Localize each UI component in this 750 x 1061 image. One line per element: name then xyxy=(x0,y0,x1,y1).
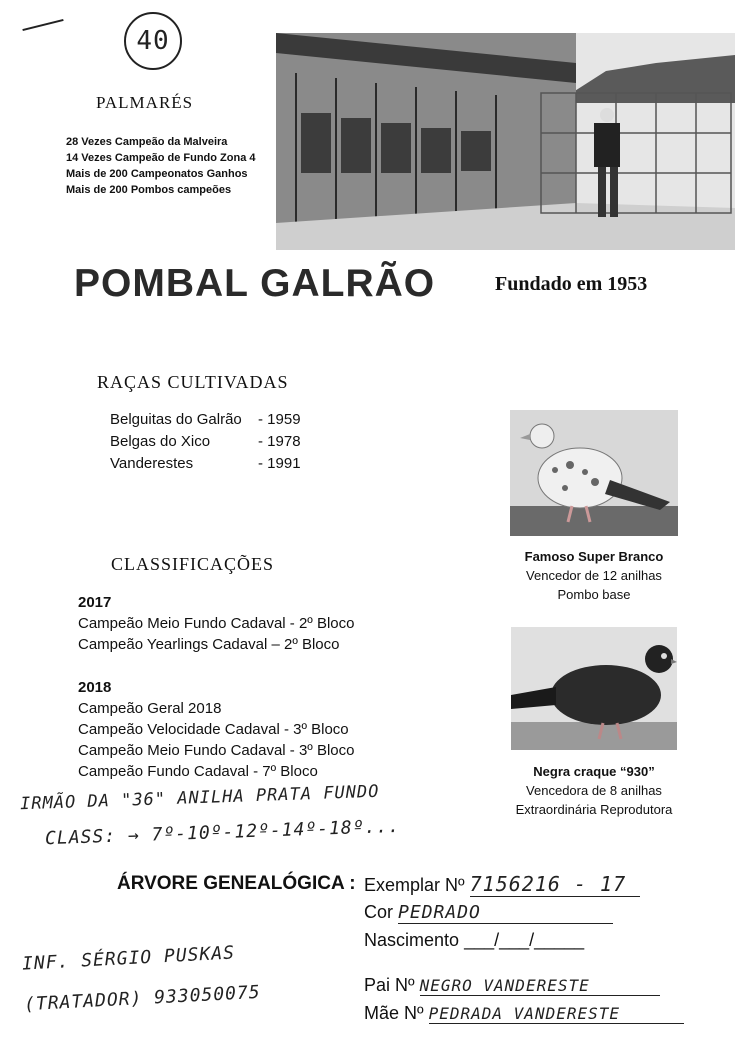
founded-text: Fundado em 1953 xyxy=(495,273,648,295)
year-2018: 2018 xyxy=(78,679,112,696)
pigeon2-line1: Vencedora de 8 anilhas xyxy=(526,783,662,798)
pai-row xyxy=(364,975,660,996)
genealogia-heading: ÁRVORE GENEALÓGICA : xyxy=(117,873,356,894)
palmares-item: 14 Vezes Campeão de Fundo Zona 4 xyxy=(66,152,256,164)
exemplar-value: 7156216 - 17 xyxy=(470,872,640,897)
palmares-title: PALMARÉS xyxy=(96,93,194,112)
raca-name: Vanderestes xyxy=(110,455,194,472)
raca-year: - 1978 xyxy=(258,433,301,450)
loft-photo xyxy=(276,33,735,250)
classificacao-item: Campeão Meio Fundo Cadaval - 2º Bloco xyxy=(78,615,355,632)
palmares-item: Mais de 200 Campeonatos Ganhos xyxy=(66,168,248,180)
nascimento-value: ___/___/_____ xyxy=(464,930,585,950)
mae-row xyxy=(364,1003,684,1024)
exemplar-row xyxy=(364,872,640,897)
raca-name: Belgas do Xico xyxy=(110,433,211,450)
classificacao-item: Campeão Geral 2018 xyxy=(78,700,222,717)
pen-dash xyxy=(22,19,63,31)
pai-value: NEGRO VANDERESTE xyxy=(420,976,660,996)
mae-label: Mãe Nº xyxy=(364,1003,424,1023)
cor-value: PEDRADO xyxy=(398,902,613,924)
handwritten-inf-2: (TRATADOR) 933050075 xyxy=(23,981,262,1016)
pigeon1-line1: Vencedor de 12 anilhas xyxy=(526,568,662,583)
mae-value: PEDRADA VANDERESTE xyxy=(429,1004,684,1024)
pigeon1-line2: Pombo base xyxy=(557,587,631,602)
pigeon1-name: Famoso Super Branco xyxy=(524,549,664,564)
cor-label: Cor xyxy=(364,902,394,922)
classificacao-item: Campeão Fundo Cadaval - 7º Bloco xyxy=(78,763,318,780)
pai-label: Pai Nº xyxy=(364,975,415,995)
page-number: 40 xyxy=(124,12,182,70)
palmares-item: 28 Vezes Campeão da Malveira xyxy=(66,136,228,148)
raca-row xyxy=(110,431,301,453)
racas-heading: RAÇAS CULTIVADAS xyxy=(97,372,289,392)
pigeon2-line2: Extraordinária Reprodutora xyxy=(515,802,673,817)
raca-year: - 1959 xyxy=(258,411,301,428)
pigeon-photo-super-branco xyxy=(510,410,678,536)
pigeon2-name: Negra craque “930” xyxy=(533,764,655,779)
palmares-list xyxy=(66,134,256,198)
handwritten-note-1: IRMÃO DA "36" ANILHA PRATA FUNDO xyxy=(19,781,380,815)
raca-row xyxy=(110,453,301,475)
pigeon1-caption xyxy=(484,547,704,604)
pigeon2-caption xyxy=(484,762,704,819)
raca-name: Belguitas do Galrão xyxy=(110,411,242,428)
pigeon-illustration xyxy=(511,627,677,750)
year-2017: 2017 xyxy=(78,594,112,611)
page-title: POMBAL GALRÃO xyxy=(74,262,436,305)
palmares-item: Mais de 200 Pombos campeões xyxy=(66,184,232,196)
loft-photo-illustration xyxy=(276,33,735,250)
nascimento-row xyxy=(364,930,584,951)
raca-year: - 1991 xyxy=(258,455,301,472)
exemplar-label: Exemplar Nº xyxy=(364,875,465,895)
cor-row xyxy=(364,902,613,924)
pigeon-photo-negra-craque xyxy=(511,627,677,750)
classificacoes-heading: CLASSIFICAÇÕES xyxy=(111,554,275,574)
classificacao-item: Campeão Velocidade Cadaval - 3º Bloco xyxy=(78,721,349,738)
handwritten-inf-1: INF. SÉRGIO PUSKAS xyxy=(21,942,236,975)
handwritten-note-2: CLASS: → 7º-10º-12º-14º-18º... xyxy=(44,815,401,850)
nascimento-label: Nascimento xyxy=(364,930,460,950)
classificacao-item: Campeão Yearlings Cadaval – 2º Bloco xyxy=(78,636,340,653)
raca-row xyxy=(110,409,301,431)
racas-list xyxy=(110,409,301,475)
pigeon-illustration xyxy=(510,410,678,536)
classificacoes-list xyxy=(78,592,354,782)
classificacao-item: Campeão Meio Fundo Cadaval - 3º Bloco xyxy=(78,742,355,759)
